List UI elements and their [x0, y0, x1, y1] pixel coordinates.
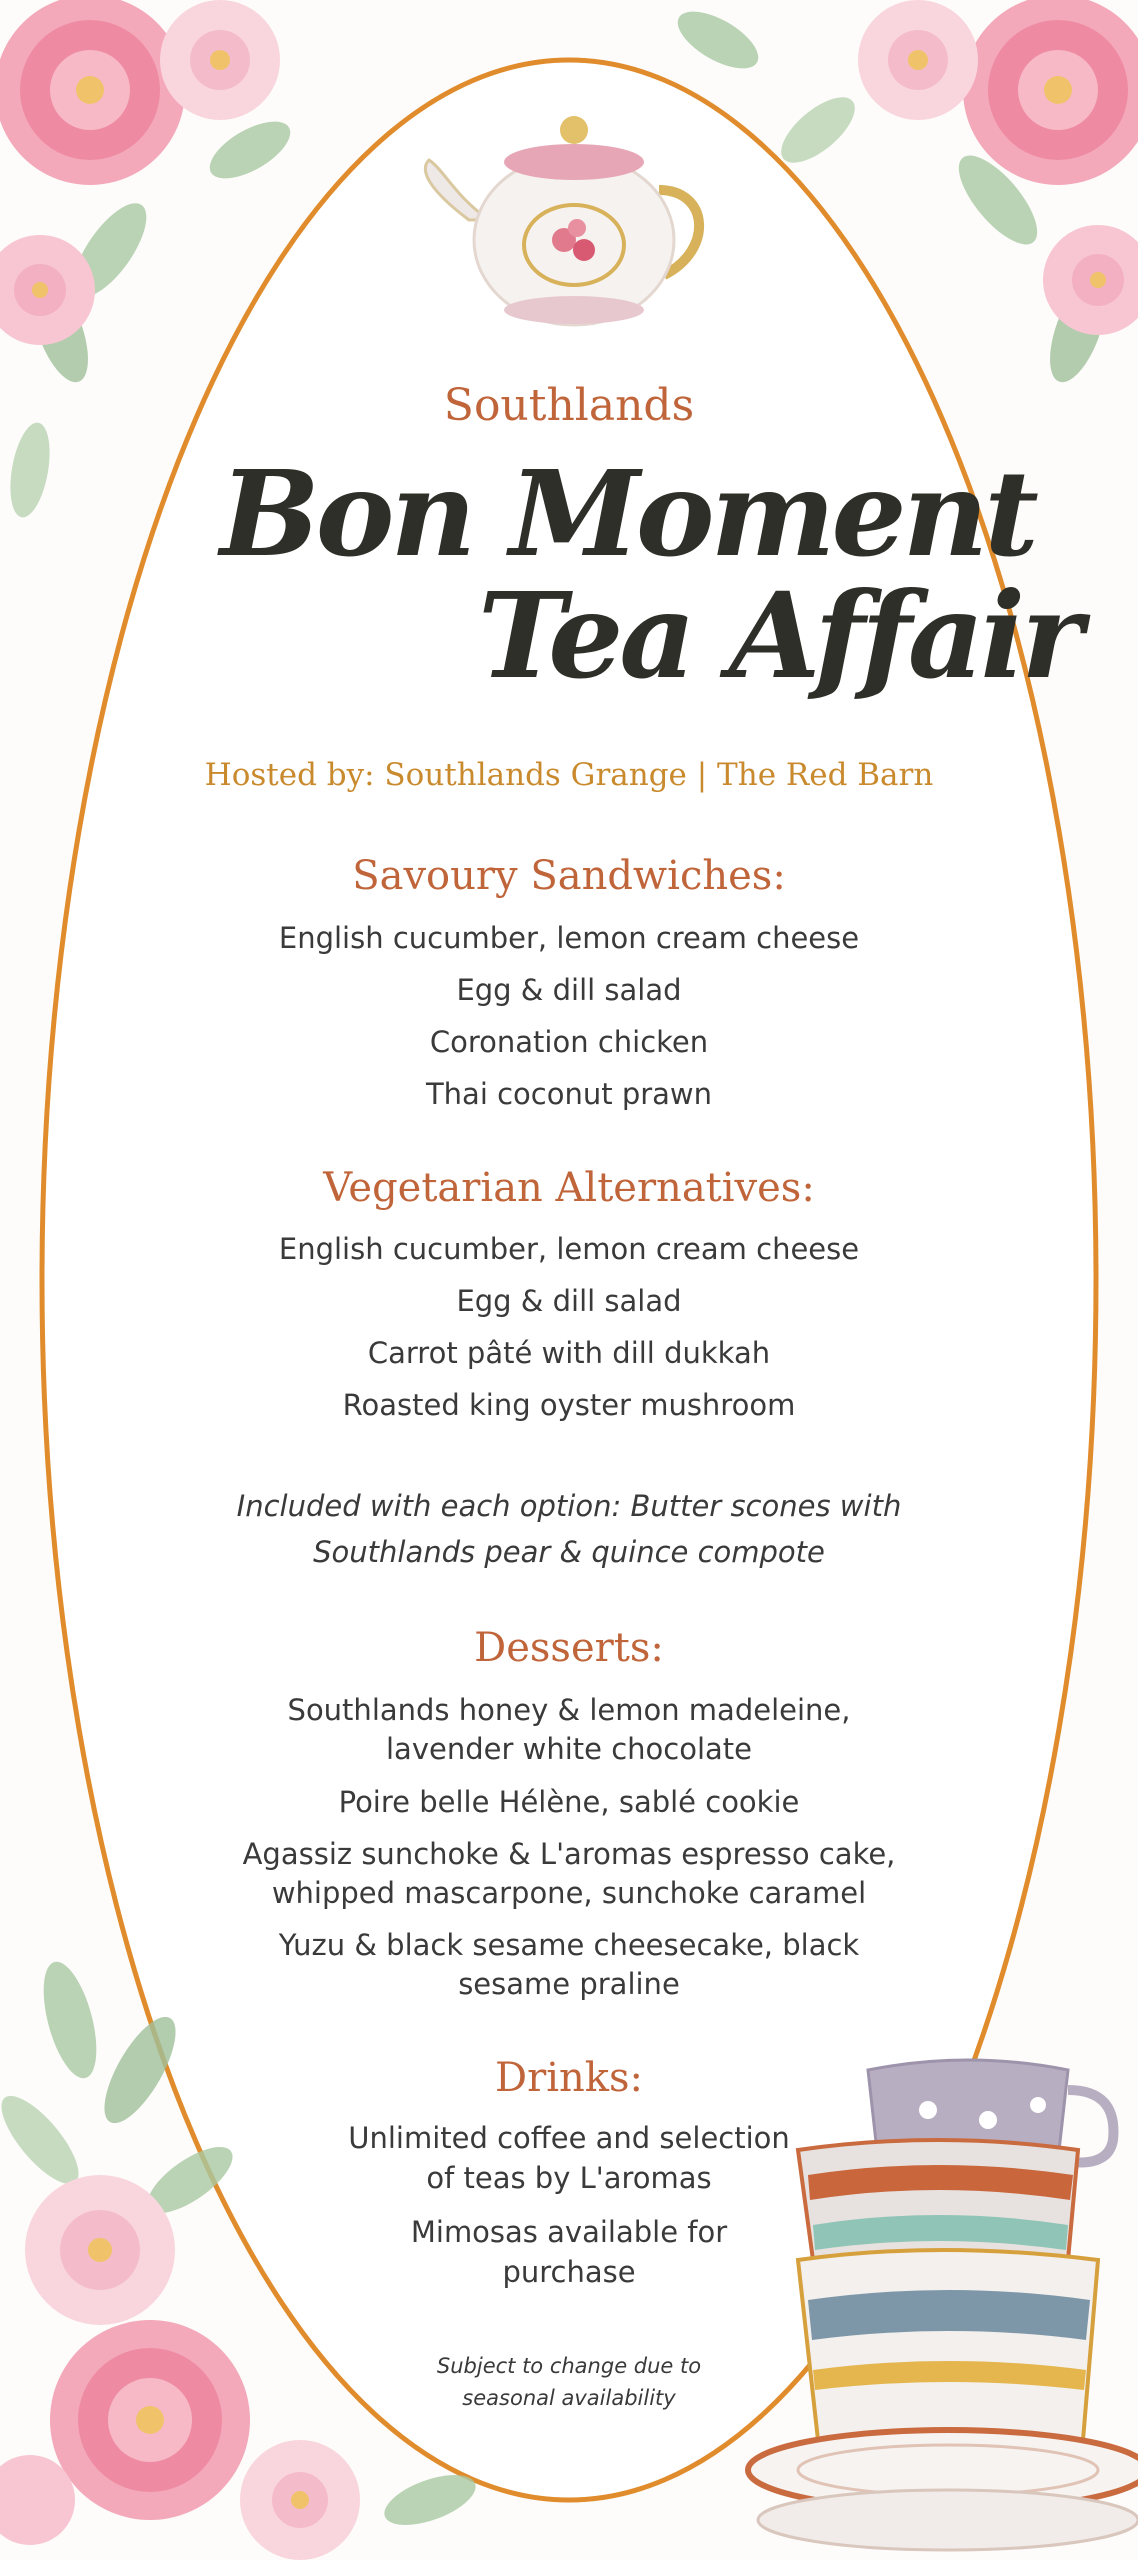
menu-item: Carrot pâté with dill dukkah — [367, 1336, 771, 1370]
floral-bottom-left — [0, 1940, 560, 2560]
included-note-line-1: Included with each option: Butter scones with — [236, 1489, 902, 1523]
title-line-2: Tea Affair — [478, 566, 1080, 705]
menu-item: Thai coconut prawn — [425, 1077, 713, 1111]
menu-item: Southlands honey & lemon madeleine, — [287, 1693, 851, 1727]
teacups-illustration — [718, 2040, 1138, 2560]
menu-item: sesame praline — [458, 1967, 680, 2001]
menu-item: English cucumber, lemon cream cheese — [278, 921, 860, 955]
menu-item: Poire belle Hélène, sablé cookie — [338, 1785, 800, 1819]
menu-item: Roasted king oyster mushroom — [342, 1388, 796, 1422]
section-heading-vegetarian: Vegetarian Alternatives: — [323, 1165, 815, 1211]
menu-item: Yuzu & black sesame cheesecake, black — [278, 1928, 860, 1962]
menu-item: purchase — [502, 2255, 636, 2289]
menu-item: Agassiz sunchoke & L'aromas espresso cake, — [242, 1837, 896, 1871]
footer-note-line-1: Subject to change due to — [436, 2354, 702, 2378]
menu-item: lavender white chocolate — [386, 1732, 752, 1766]
footer-note-line-2: seasonal availability — [462, 2386, 676, 2410]
title-line-1: Bon Moment — [220, 444, 1035, 583]
menu-item: Mimosas available for — [410, 2215, 728, 2249]
menu-item: Egg & dill salad — [456, 1284, 682, 1318]
menu-item: Coronation chicken — [429, 1025, 709, 1059]
included-note-line-2: Southlands pear & quince compote — [313, 1535, 825, 1569]
menu-item: English cucumber, lemon cream cheese — [278, 1232, 860, 1266]
teapot-illustration — [409, 100, 729, 340]
section-heading-savoury: Savoury Sandwiches: — [352, 853, 786, 899]
section-heading-drinks: Drinks: — [495, 2055, 643, 2101]
hosted-by: Hosted by: Southlands Grange | The Red Barn — [204, 757, 934, 793]
menu-item: Egg & dill salad — [456, 973, 682, 1007]
menu-item: whipped mascarpone, sunchoke caramel — [271, 1876, 867, 1910]
menu-item: of teas by L'aromas — [426, 2161, 712, 2195]
section-heading-desserts: Desserts: — [474, 1625, 664, 1671]
brand-name: Southlands — [443, 380, 695, 431]
menu-item: Unlimited coffee and selection — [348, 2121, 790, 2155]
